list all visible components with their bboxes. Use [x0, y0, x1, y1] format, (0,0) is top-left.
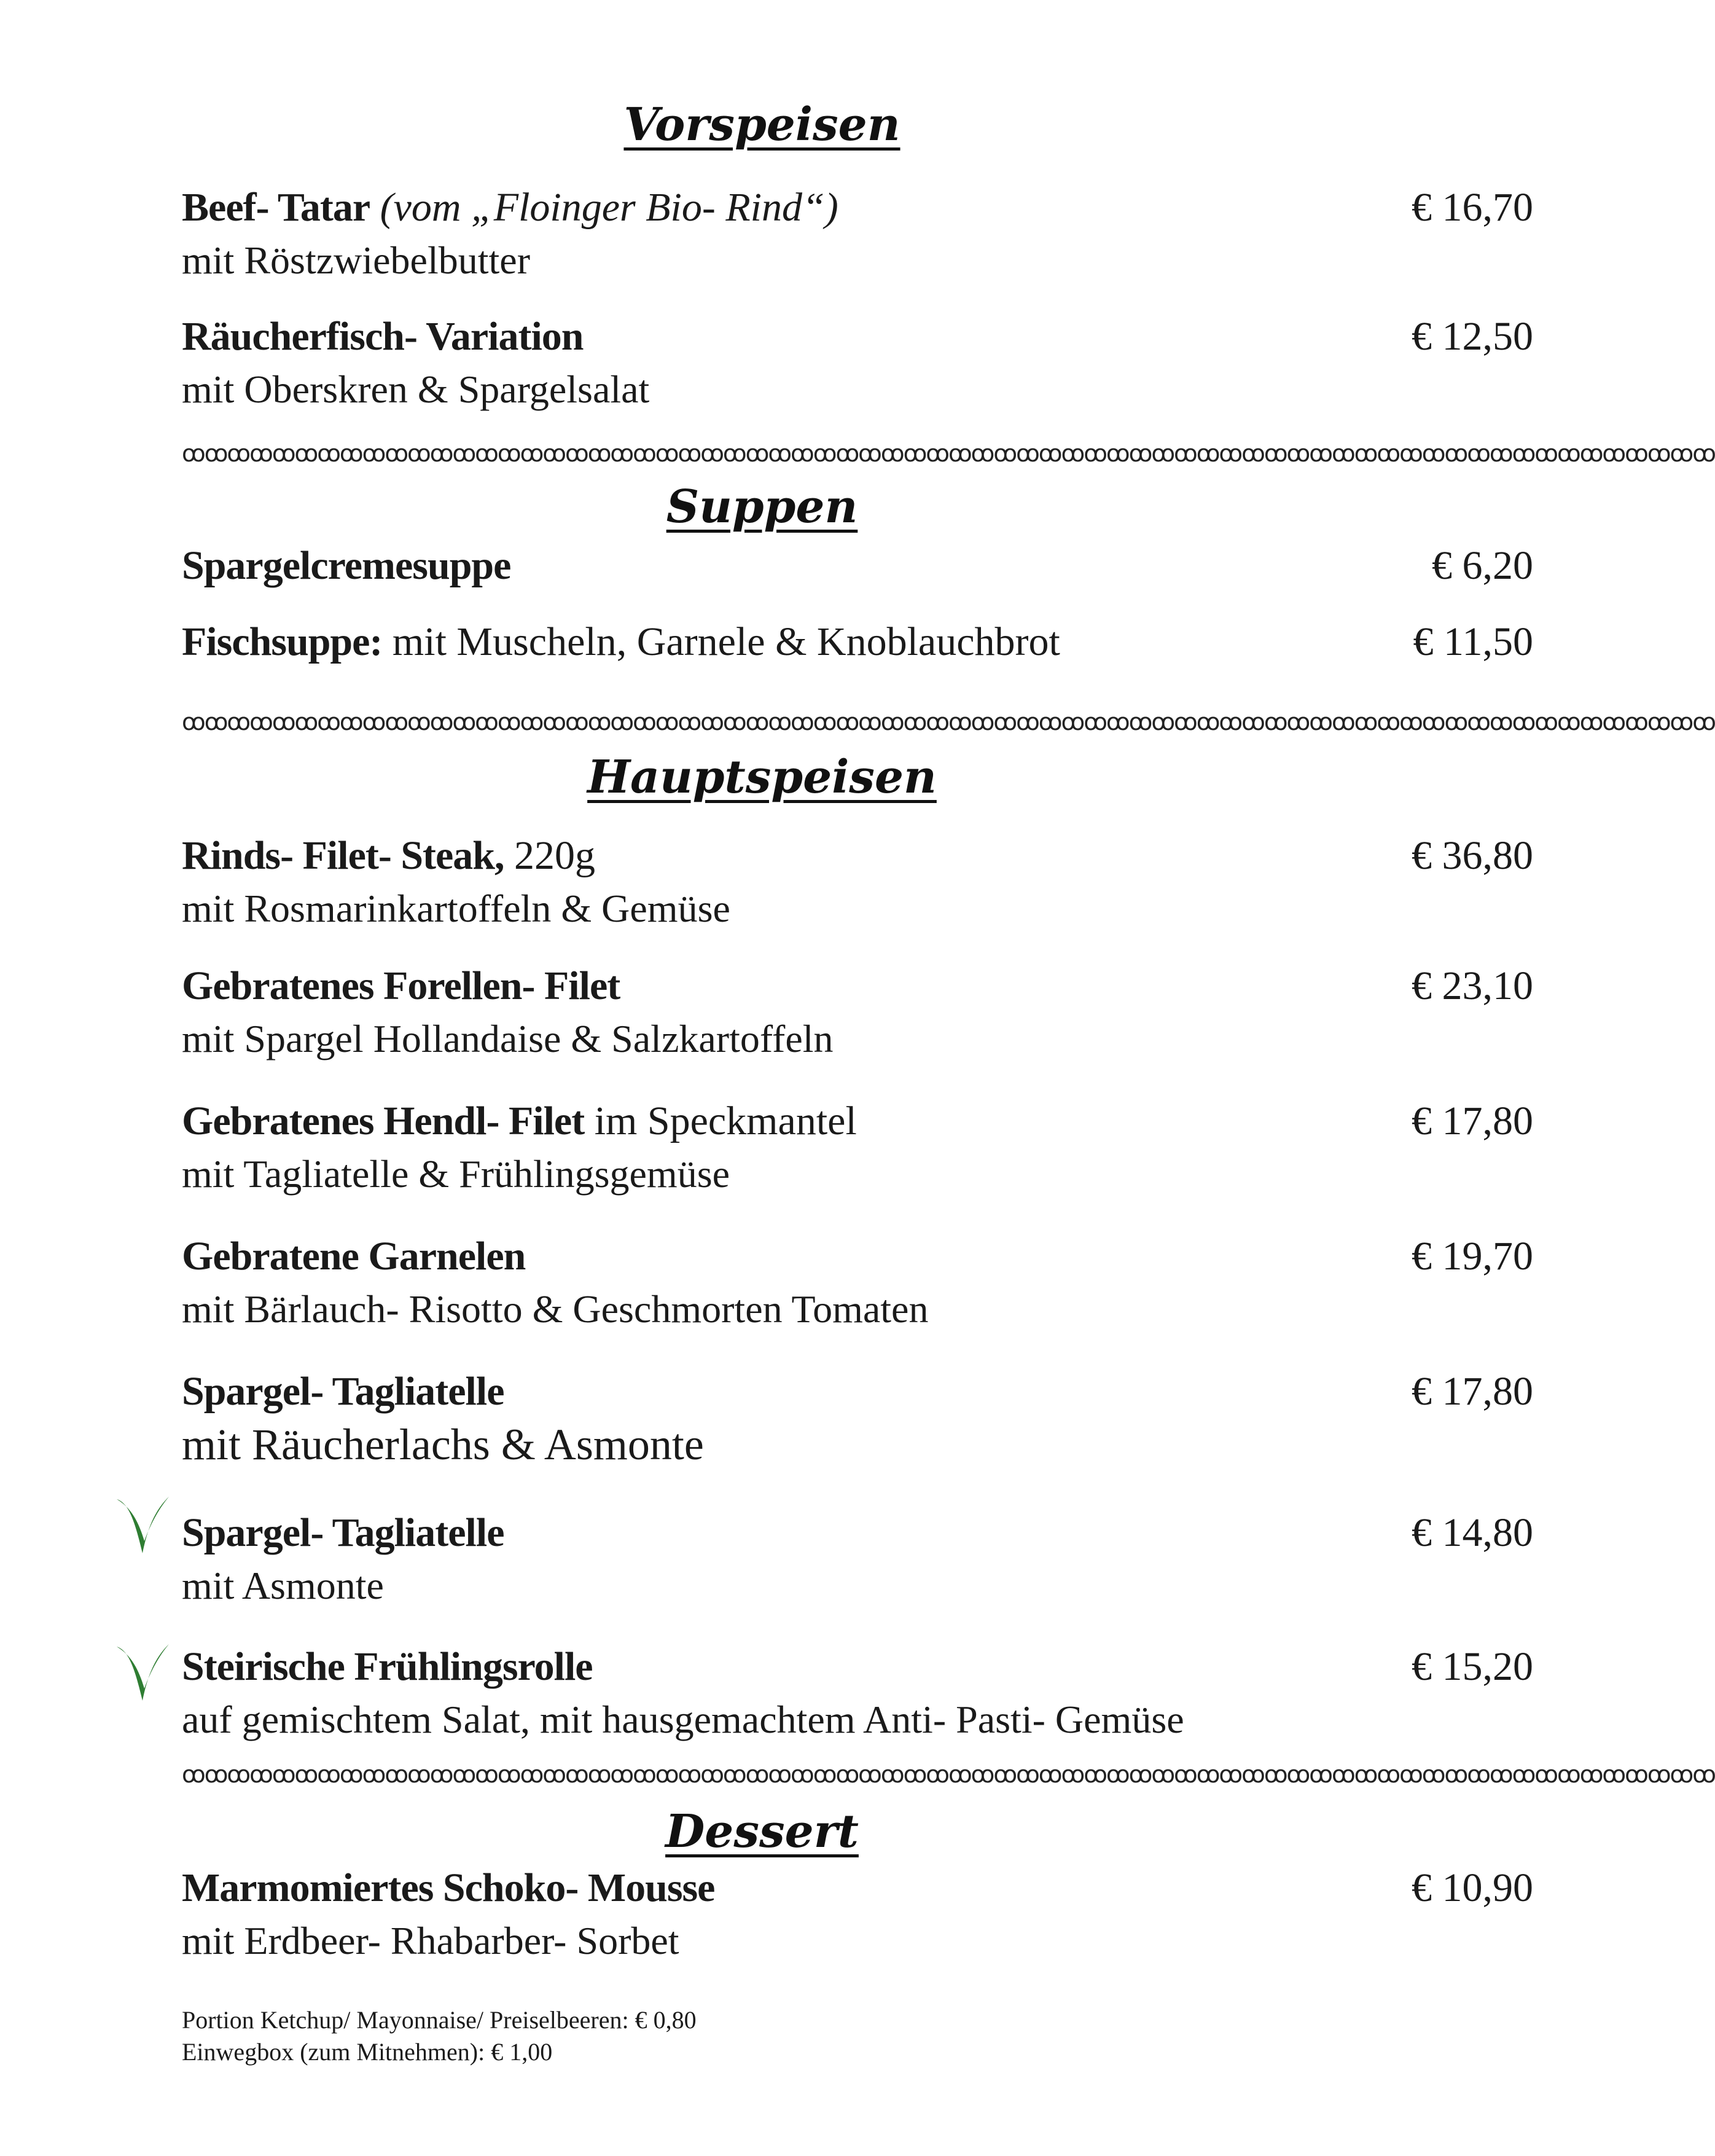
section-heading-suppen: Suppen — [666, 480, 858, 533]
item-price: € 15,20 — [1412, 1644, 1533, 1689]
section-heading-hauptspeisen: Hauptspeisen — [587, 751, 937, 804]
item-name: Beef- Tatar — [182, 185, 370, 230]
ornament-divider: ꝏꝏꝏꝏꝏꝏꝏꝏꝏꝏꝏꝏꝏꝏꝏꝏꝏꝏꝏꝏꝏꝏꝏꝏꝏꝏꝏꝏꝏꝏꝏꝏꝏꝏꝏꝏꝏꝏꝏꝏꝏꝏꝏꝏꝏꝏꝏꝏꝏꝏꝏꝏꝏꝏꝏꝏꝏꝏꝏꝏꝏꝏꝏꝏꝏꝏꝏꝏ — [182, 440, 1715, 467]
item-name: Spargel- Tagliatelle — [182, 1369, 504, 1414]
item-name: Steirische Frühlingsrolle — [182, 1644, 593, 1689]
section-heading-vorspeisen: Vorspeisen — [623, 98, 900, 151]
item-description: mit Tagliatelle & Frühlingsgemüse — [182, 1152, 730, 1196]
item-name: Fischsuppe: — [182, 619, 383, 664]
menu-item — [182, 181, 1533, 287]
item-price: € 14,80 — [1412, 1510, 1533, 1555]
item-name: Spargelcremesuppe — [182, 543, 511, 588]
menu-item — [182, 960, 1533, 1065]
item-description: mit Rosmarinkartoffeln & Gemüse — [182, 887, 730, 930]
item-extra: 220g — [504, 833, 595, 878]
item-extra: mit Muscheln, Garnele & Knoblauchbrot — [382, 619, 1060, 664]
menu-item — [182, 310, 1533, 416]
item-name: Gebratene Garnelen — [182, 1234, 526, 1279]
item-price: € 16,70 — [1412, 185, 1533, 230]
menu-item — [182, 1507, 1533, 1612]
footer-line: Portion Ketchup/ Mayonnaise/ Preiselbeeren: € 0,80 — [182, 2006, 697, 2034]
item-description: mit Erdbeer- Rhabarber- Sorbet — [182, 1919, 679, 1962]
item-description: mit Räucherlachs & Asmonte — [182, 1420, 704, 1469]
vegan-leaf-icon — [111, 1492, 172, 1559]
menu-item — [182, 1095, 1533, 1201]
item-name: Gebratenes Forellen- Filet — [182, 963, 620, 1008]
item-name: Marmomiertes Schoko- Mousse — [182, 1865, 715, 1910]
item-price: € 6,20 — [1432, 543, 1533, 588]
menu-item — [182, 616, 1533, 668]
item-description: mit Bärlauch- Risotto & Geschmorten Tomaten — [182, 1287, 929, 1331]
item-extra: im Speckmantel — [584, 1099, 857, 1143]
item-price: € 17,80 — [1412, 1099, 1533, 1143]
item-price: € 23,10 — [1412, 963, 1533, 1008]
item-price: € 10,90 — [1412, 1865, 1533, 1910]
section-heading-dessert: Dessert — [665, 1805, 859, 1858]
item-name: Gebratenes Hendl- Filet — [182, 1099, 585, 1143]
item-price: € 11,50 — [1413, 619, 1533, 664]
item-description: mit Oberskren & Spargelsalat — [182, 367, 650, 411]
footer-line: Einwegbox (zum Mitnehmen): € 1,00 — [182, 2038, 553, 2066]
footer-note — [182, 2004, 697, 2068]
menu-item — [182, 1230, 1533, 1336]
menu-item — [182, 539, 1533, 592]
vegan-leaf-icon — [111, 1639, 172, 1707]
item-price: € 17,80 — [1412, 1369, 1533, 1414]
item-description: mit Spargel Hollandaise & Salzkartoffeln — [182, 1017, 834, 1060]
item-description: mit Röstzwiebelbutter — [182, 238, 530, 282]
menu-item — [182, 1862, 1533, 1967]
ornament-divider: ꝏꝏꝏꝏꝏꝏꝏꝏꝏꝏꝏꝏꝏꝏꝏꝏꝏꝏꝏꝏꝏꝏꝏꝏꝏꝏꝏꝏꝏꝏꝏꝏꝏꝏꝏꝏꝏꝏꝏꝏꝏꝏꝏꝏꝏꝏꝏꝏꝏꝏꝏꝏꝏꝏꝏꝏꝏꝏꝏꝏꝏꝏꝏꝏꝏꝏꝏꝏ — [182, 708, 1715, 735]
menu-item — [182, 1641, 1533, 1746]
item-description: mit Asmonte — [182, 1564, 384, 1607]
item-description: auf gemischtem Salat, mit hausgemachtem Anti- Pasti- Gemüse — [182, 1698, 1184, 1741]
item-price: € 36,80 — [1412, 833, 1533, 878]
ornament-divider: ꝏꝏꝏꝏꝏꝏꝏꝏꝏꝏꝏꝏꝏꝏꝏꝏꝏꝏꝏꝏꝏꝏꝏꝏꝏꝏꝏꝏꝏꝏꝏꝏꝏꝏꝏꝏꝏꝏꝏꝏꝏꝏꝏꝏꝏꝏꝏꝏꝏꝏꝏꝏꝏꝏꝏꝏꝏꝏꝏꝏꝏꝏꝏꝏꝏꝏꝏꝏ — [182, 1761, 1715, 1788]
item-price: € 19,70 — [1412, 1234, 1533, 1279]
menu-item — [182, 829, 1533, 935]
item-name: Spargel- Tagliatelle — [182, 1510, 504, 1555]
item-price: € 12,50 — [1412, 314, 1533, 359]
item-note: (vom „Floinger Bio- Rind“) — [380, 185, 838, 230]
menu-item — [182, 1365, 1533, 1471]
item-name: Räucherfisch- Variation — [182, 314, 584, 359]
item-name: Rinds- Filet- Steak, — [182, 833, 504, 878]
